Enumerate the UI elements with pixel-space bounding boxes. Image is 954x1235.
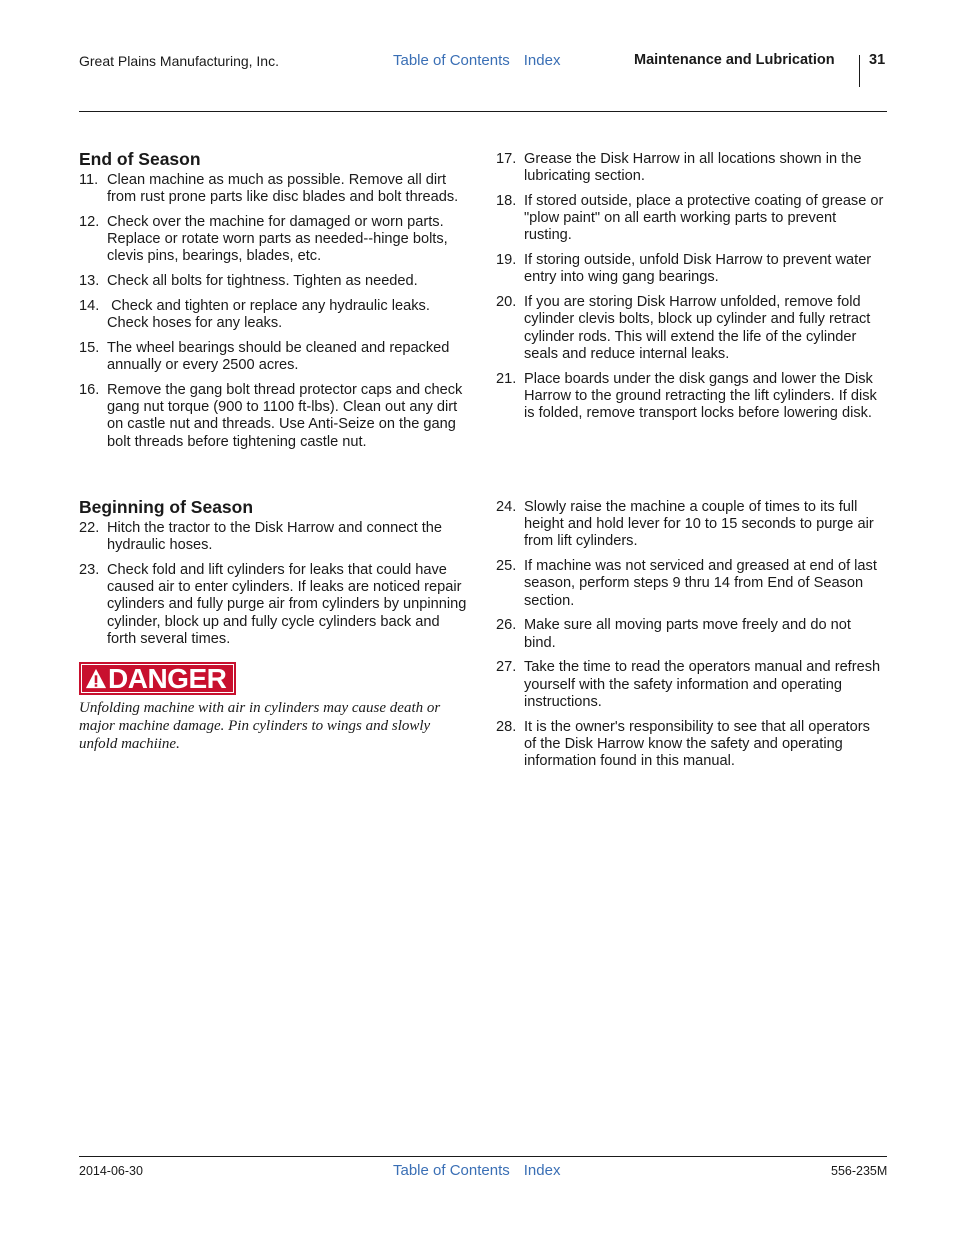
step-text: Check and tighten or replace any hydraulic leaks. Check hoses for any leaks. <box>107 298 434 332</box>
step-text: Slowly raise the machine a couple of times to its full height and hold lever for 10 to 15 seconds to purge air from lift cylinders. <box>524 499 874 550</box>
step-text: Make sure all moving parts move freely and do not bind. <box>524 617 851 651</box>
list-item <box>496 294 886 363</box>
beginning-of-season-continued <box>496 499 886 778</box>
beginning-of-season-section <box>79 497 469 656</box>
step-number: 27. <box>496 659 517 676</box>
beginning-of-season-steps-left <box>79 520 469 648</box>
danger-message: Unfolding machine with air in cylinders may cause death or major machine damage. Pin cylinders to wings and slowly unfold machiine. <box>79 700 441 752</box>
list-item <box>496 193 886 245</box>
list-item <box>79 562 469 648</box>
list-item <box>79 214 469 266</box>
list-item <box>496 558 886 610</box>
danger-word: DANGER <box>108 662 227 694</box>
warning-triangle-icon <box>85 668 107 690</box>
step-text: Clean machine as much as possible. Remove all dirt from rust prone parts like disc blades and bolt threads. <box>107 172 459 206</box>
end-of-season-steps-right <box>496 151 886 422</box>
list-item <box>496 252 886 286</box>
step-text: Take the time to read the operators manual and refresh yourself with the safety information and operating instructions. <box>524 659 881 710</box>
list-item <box>79 273 469 290</box>
list-item <box>496 371 886 423</box>
danger-label <box>79 662 236 695</box>
header-rule <box>79 111 887 112</box>
footer-nav <box>393 1162 574 1179</box>
step-number: 14. <box>79 298 100 314</box>
list-item <box>496 659 886 711</box>
step-text: Grease the Disk Harrow in all locations shown in the lubricating section. <box>524 151 862 185</box>
section-title: Maintenance and Lubrication <box>634 52 835 68</box>
step-number: 24. <box>496 499 517 515</box>
company-name: Great Plains Manufacturing, Inc. <box>79 53 279 69</box>
footer-doc-number: 556-235M <box>831 1164 888 1178</box>
list-item <box>496 151 886 185</box>
page-number: 31 <box>869 52 886 68</box>
footer-toc-link[interactable]: Table of Contents <box>393 1162 510 1179</box>
list-item <box>496 617 886 651</box>
step-text: Check over the machine for damaged or worn parts. Replace or rotate worn parts as needed--hinge bolts, clevis pins, bearings, blades, etc. <box>107 214 448 265</box>
header-toc-link[interactable]: Table of Contents <box>393 52 510 69</box>
step-text: If you are storing Disk Harrow unfolded, remove fold cylinder clevis bolts, block up cylinder and fully retract cylinder rods. This will extend the life of the cylinder seals and reduce internal leaks. <box>524 294 871 362</box>
list-item <box>79 172 469 206</box>
step-number: 17. <box>496 151 517 167</box>
step-number: 26. <box>496 617 517 634</box>
step-number: 15. <box>79 340 100 356</box>
step-text: Hitch the tractor to the Disk Harrow and connect the hydraulic hoses. <box>107 520 443 554</box>
beginning-of-season-steps-right <box>496 499 886 770</box>
footer-rule <box>79 1156 887 1157</box>
step-number: 12. <box>79 214 100 230</box>
step-number: 11. <box>79 172 99 188</box>
list-item <box>496 499 886 551</box>
list-item <box>79 382 469 451</box>
header-nav <box>393 52 574 69</box>
step-number: 13. <box>79 273 100 290</box>
step-number: 20. <box>496 294 517 311</box>
list-item <box>79 520 469 554</box>
step-text: Place boards under the disk gangs and lower the Disk Harrow to the ground retracting the lift cylinders. If disk is folded, remove transport locks before lowering disk. <box>524 370 877 422</box>
step-number: 21. <box>496 370 517 387</box>
step-number: 23. <box>79 562 100 578</box>
footer-date: 2014-06-30 <box>79 1164 143 1178</box>
step-number: 28. <box>496 718 517 735</box>
step-text: It is the owner's responsibility to see that all operators of the Disk Harrow know the safety and operating information found in this manual. <box>524 718 870 770</box>
list-item <box>79 340 469 374</box>
step-number: 19. <box>496 252 517 269</box>
list-item <box>79 298 469 332</box>
end-of-season-steps-left <box>79 172 469 451</box>
step-text: Check fold and lift cylinders for leaks that could have caused air to enter cylinders. If leaks are noticed repair cylinders and fully purge air from cylinders by unpinning cylinder, block up and fully cycle cylinders back and forth several times. <box>107 562 467 647</box>
header-divider <box>859 55 860 87</box>
end-of-season-heading: End of Season <box>79 149 201 169</box>
step-number: 25. <box>496 558 517 575</box>
header-index-link[interactable]: Index <box>523 52 561 69</box>
beginning-of-season-heading: Beginning of Season <box>79 497 254 517</box>
step-text: If stored outside, place a protective coating of grease or "plow paint" on all earth working parts to prevent rusting. <box>524 193 884 244</box>
step-number: 16. <box>79 382 100 398</box>
step-text: Check all bolts for tightness. Tighten as needed. <box>107 273 418 290</box>
footer-index-link[interactable]: Index <box>523 1162 561 1179</box>
step-number: 18. <box>496 193 517 209</box>
end-of-season-continued <box>496 151 886 430</box>
step-text: If machine was not serviced and greased at end of last season, perform steps 9 thru 14 from End of Season section. <box>524 558 877 609</box>
end-of-season-section <box>79 149 469 458</box>
list-item <box>496 719 886 771</box>
step-text: If storing outside, unfold Disk Harrow to prevent water entry into wing gang bearings. <box>524 252 872 286</box>
step-text: The wheel bearings should be cleaned and repacked annually or every 2500 acres. <box>107 340 450 374</box>
step-text: Remove the gang bolt thread protector caps and check gang nut torque (900 to 1100 ft-lbs). Clean out any dirt on castle nut and threads. Use Anti-Seize on the gang bolt threads before tightening castle nut. <box>107 382 463 450</box>
step-number: 22. <box>79 520 100 536</box>
